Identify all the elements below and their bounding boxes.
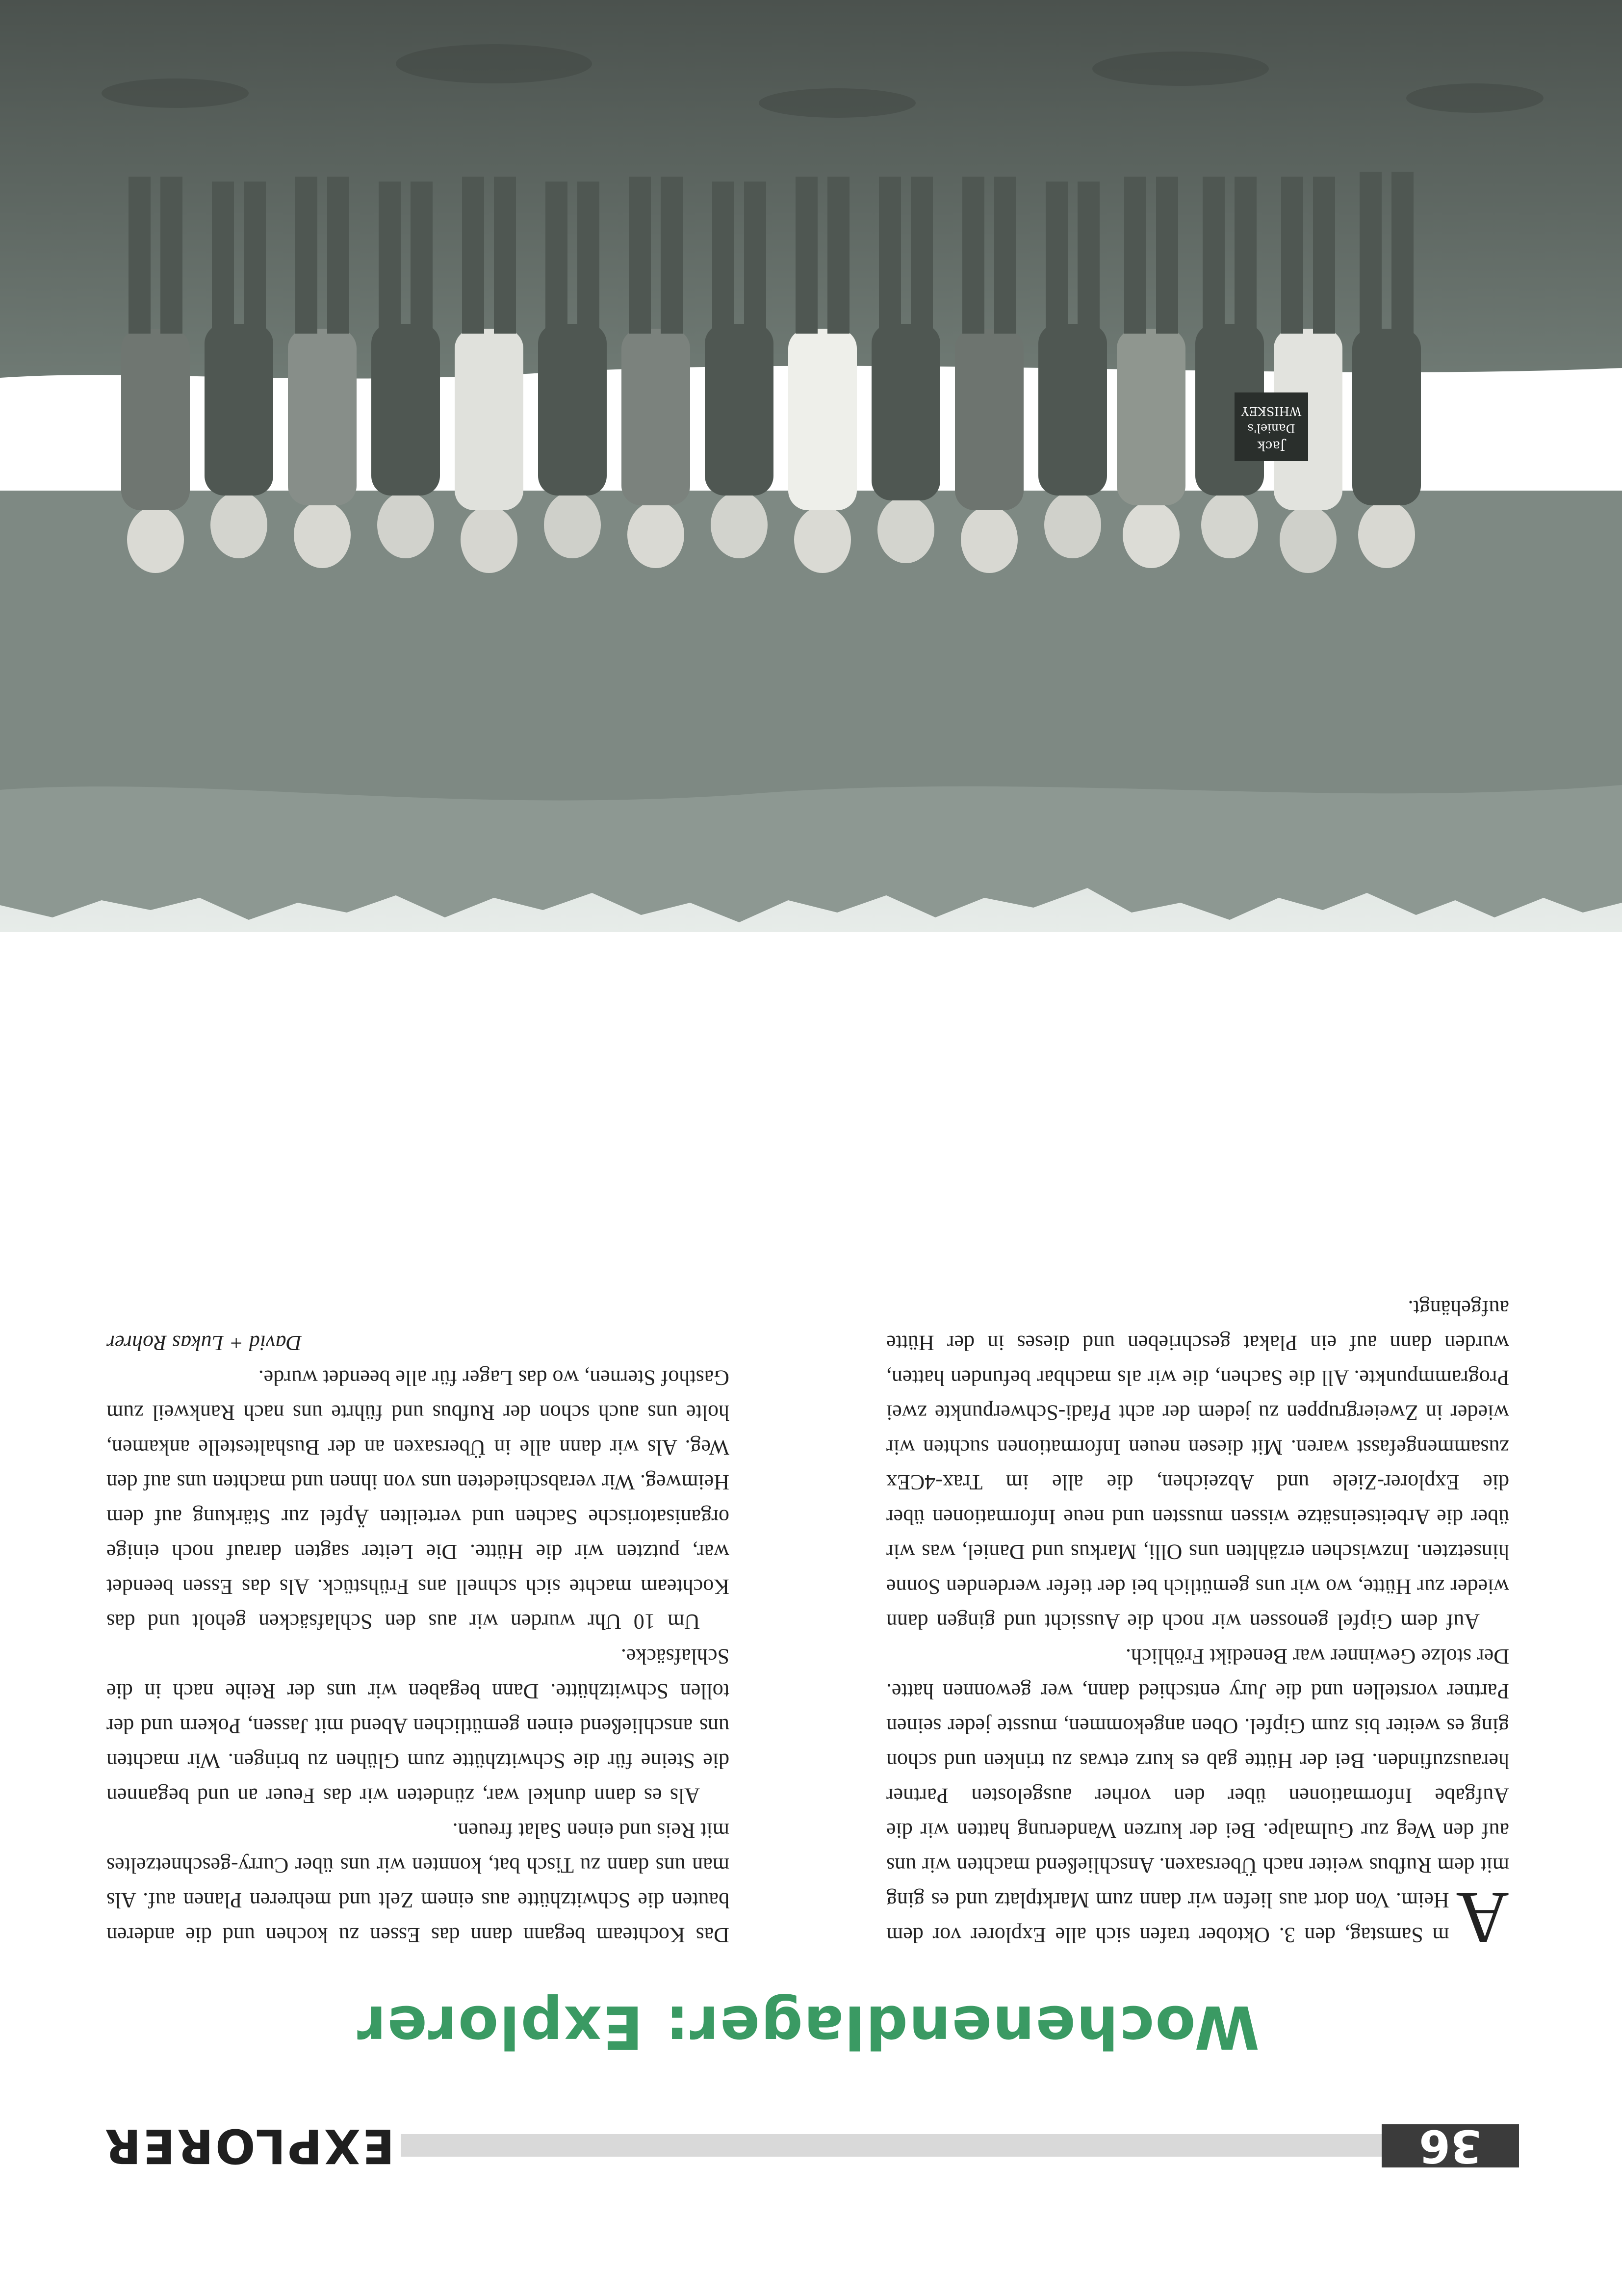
shirt-print (1235, 392, 1308, 461)
article-title: Wochenendlager: Explorer (356, 1992, 1260, 2061)
drop-cap: A (1456, 1877, 1509, 1958)
group-photo (0, 0, 1622, 932)
section-label: EXPLORER (97, 2124, 401, 2167)
article-column-left (886, 1291, 1509, 1958)
paragraph (886, 1639, 1509, 1958)
shirt-print-line: WHISKEY (1241, 404, 1302, 418)
shirt-print-line: Jack (1257, 438, 1286, 453)
paragraph: Um 10 Uhr wurden wir aus den Schlafsäcken geholt und das Kochteam machte sich schnell ans Frühstück. Als das Essen beendet war, putzten wir die Hütte. Die Leiter sagten darauf noch einige organisatorische Sachen und verteilten Äpfel zur Stärkung auf dem Heimweg. Wir verabschiedeten uns von ihnen und machten uns auf den Weg. Als wir dann alle in Übersaxen an der Bushaltestelle ankamen, holte uns auch schon der Rufbus und führte uns nach Rankweil zum Gasthof Sternen, wo das Lager für alle beendet wurde. (106, 1366, 729, 1634)
paragraph: Auf dem Gipfel genossen wir noch die Aussicht und gingen dann wieder zur Hütte, wo wir uns gemütlich bei der tiefer werdenden Sonne hinsetzten. Inzwischen erzählten uns Olli, Markus und Daniel, was wir über die Arbeitseinsätze wissen mussten und neue Informationen über die Explorer-Ziele und Abzeichen, die alle im Trax-4CEx zusammengefasst waren. Mit diesen neuen Informationen suchten wir wieder in Zweiergruppen zu jedem der acht Pfadi-Schwerpunkte zwei Programmpunkte. All die Sachen, die wir als machbar befunden hatten, wurden dann auf ein Plakat geschrieben und dieses in der Hütte aufgehängt. (886, 1296, 1509, 1634)
shirt-print-line: Daniel's (1247, 421, 1295, 435)
page-header (97, 2118, 1519, 2173)
paragraph: Das Kochteam begann dann das Essen zu kochen und die anderen bauten die Schwitzhütte aus einem Zelt und mehreren Planen auf. Als man uns dann zu Tisch bat, konnten wir uns über Curry-geschnetzeltes mit Reis und einen Salat freuen. (106, 1819, 729, 1947)
paragraph: Als es dann dunkel war, zündeten wir das Feuer an und begannen die Steine für die Schwitzhütte zum Glühen zu bringen. Wir machten uns anschließend einen gemütlichen Abend mit Jassen, Pokern und der tollen Schwitzhütte. Dann begaben wir uns der Reihe nach in die Schlafsäcke. (106, 1644, 729, 1808)
page-number: 36 (1382, 2124, 1519, 2167)
article-column-right (106, 1326, 729, 1953)
paragraph-text: m Samstag, den 3. Oktober trafen sich alle Explorer vor dem Heim. Von dort aus liefen wir dann zum Marktplatz und es ging mit dem Rufbus weiter nach Übersaxen. Anschließend machten wir uns auf den Weg zur Gulmalpe. Bei der kurzen Wanderung hatten wir die Aufgabe Informationen über den vorher ausgelosten Partner herauszufinden. Bei der Hütte gab es kurz etwas zu trinken und schon ging es weiter bis zum Gipfel. Oben angekommen, musste jeder seinen Partner vorstellen und die Jury entschied dann, wer gewonnen hatte. Der stolze Gewinner war Benedikt Fröhlich. (886, 1644, 1509, 1947)
author-credit: David + Lukas Rohrer (106, 1331, 302, 1355)
